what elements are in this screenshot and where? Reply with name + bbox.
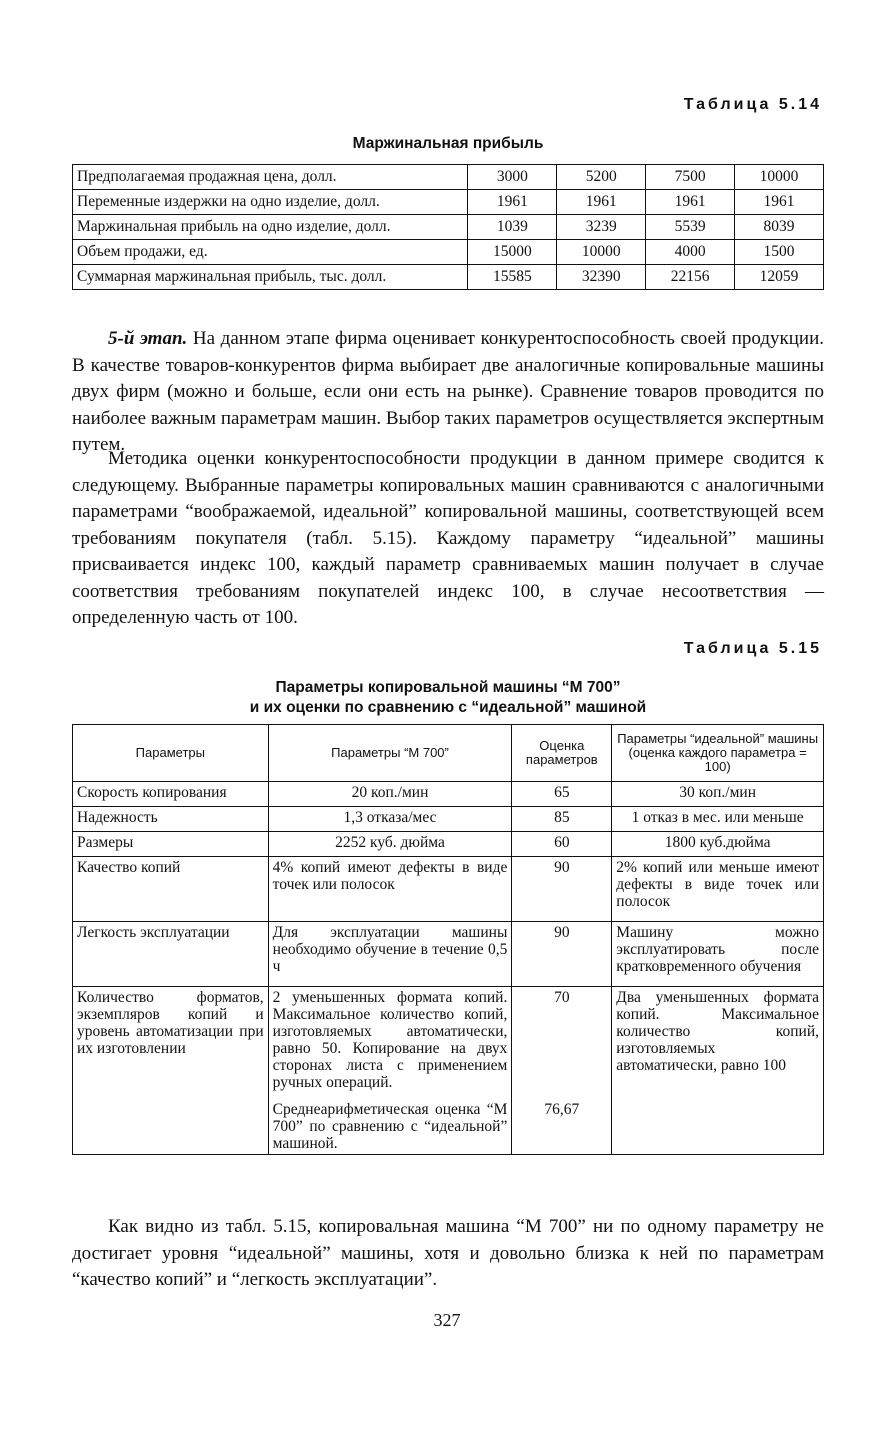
cell-value: 5539	[646, 215, 735, 240]
score-cell: 60	[512, 832, 612, 857]
table-515-title	[72, 678, 824, 718]
paragraph-stage-5	[72, 326, 824, 459]
row-label: Объем продажи, ед.	[73, 240, 468, 265]
m700-cell: 1,3 отказа/мес	[268, 807, 512, 832]
stage-lead: 5-й этап.	[108, 328, 188, 349]
param-cell: Легкость эксплуатации	[73, 922, 269, 987]
cell-value: 1039	[468, 215, 557, 240]
table-row	[73, 857, 824, 922]
table-row	[73, 782, 824, 807]
cell-value: 5200	[557, 165, 646, 190]
cell-value: 3239	[557, 215, 646, 240]
cell-value: 1961	[468, 190, 557, 215]
ideal-cell: 1 отказ в мес. или меньше	[612, 807, 824, 832]
paragraph-stage-5-text: На данном этапе фирма оценивает конкурентоспособность своей продукции. В качестве товаров-конкурентов фирма выбирает две аналогичные копировальные машины двух фирм (можно и больше, если они есть на рынке). Сравнение товаров проводится по наиболее важным параметрам машин. Выбор таких параметров осуществляется экспертным путем.	[72, 328, 824, 455]
table-row	[73, 832, 824, 857]
average-label: Среднеарифметическая оценка “М 700” по сравнению с “идеальной” машиной.	[268, 1093, 512, 1155]
table-514-label: Таблица 5.14	[683, 96, 822, 113]
cell-value: 1961	[557, 190, 646, 215]
ideal-cell: 2% копий или меньше имеют дефекты в виде точек или полосок	[612, 857, 824, 922]
cell-value: 4000	[646, 240, 735, 265]
table-515-header-row	[73, 725, 824, 782]
param-cell: Количество форматов, экземпляров копий и уровень автоматизации при их изготовлении	[73, 987, 269, 1094]
table-row	[73, 922, 824, 987]
m700-cell: 20 коп./мин	[268, 782, 512, 807]
header-m700: Параметры “М 700”	[268, 725, 512, 782]
param-cell: Размеры	[73, 832, 269, 857]
m700-cell: 4% копий имеют дефекты в виде точек или полосок	[268, 857, 512, 922]
paragraph-method: Методика оценки конкурентоспособности продукции в данном примере сводится к следующему. Выбранные параметры копировальных машин сравниваются с аналогичными параметрами “воображаемой, идеальной” копировальной машины, соответствующей всем требованиям покупателя (табл. 5.15). Каждому параметру “идеальной” машины присваивается индекс 100, каждый параметр сравниваемых машин получает в случае соответствия требованиям покупателей индекс 100, в случае несоответствия — определенную часть от 100.	[72, 448, 824, 628]
score-cell: 65	[512, 782, 612, 807]
cell-value: 10000	[735, 165, 824, 190]
copier-parameters-table	[72, 724, 824, 1155]
paragraph-conclusion: Как видно из табл. 5.15, копировальная машина “М 700” ни по одному параметру не достигает уровня “идеальной” машины, хотя и довольно близка к ней по параметрам “качество копий” и “легкость эксплуатации”.	[72, 1216, 824, 1290]
table-row	[73, 807, 824, 832]
ideal-cell: 30 коп./мин	[612, 782, 824, 807]
param-cell: Скорость копирования	[73, 782, 269, 807]
cell-value: 15585	[468, 265, 557, 290]
empty-cell	[73, 1093, 269, 1155]
table-row	[73, 240, 824, 265]
table-row	[73, 987, 824, 1094]
table-515-title-line2: и их оценки по сравнению с “идеальной” машиной	[249, 699, 647, 716]
param-cell: Качество копий	[73, 857, 269, 922]
score-cell: 90	[512, 922, 612, 987]
ideal-cell: Два уменьшенных формата копий. Максимальное количество копий, изготовляемых автоматически, равно 100	[612, 987, 824, 1094]
page-number: 327	[433, 1310, 461, 1330]
cell-value: 1961	[735, 190, 824, 215]
ideal-cell: Машину можно эксплуатировать после кратковременного обучения	[612, 922, 824, 987]
cell-value: 15000	[468, 240, 557, 265]
header-parameters: Параметры	[73, 725, 269, 782]
header-score: Оценка параметров	[512, 725, 612, 782]
margin-profit-table	[72, 164, 824, 290]
empty-cell	[612, 1093, 824, 1155]
row-label: Предполагаемая продажная цена, долл.	[73, 165, 468, 190]
average-row	[73, 1093, 824, 1155]
cell-value: 32390	[557, 265, 646, 290]
row-label: Маржинальная прибыль на одно изделие, долл.	[73, 215, 468, 240]
score-cell: 85	[512, 807, 612, 832]
param-cell: Надежность	[73, 807, 269, 832]
m700-cell: 2 уменьшенных формата копий. Максимальное количество копий, изготовляемых автоматически, равно 50. Копирование на двух сторонах листа с применением ручных операций.	[268, 987, 512, 1094]
cell-value: 22156	[646, 265, 735, 290]
table-515-label: Таблица 5.15	[683, 640, 822, 657]
cell-value: 1500	[735, 240, 824, 265]
ideal-cell: 1800 куб.дюйма	[612, 832, 824, 857]
cell-value: 3000	[468, 165, 557, 190]
cell-value: 1961	[646, 190, 735, 215]
table-row	[73, 215, 824, 240]
score-cell: 70	[512, 987, 612, 1094]
table-515-title-line1: Параметры копировальной машины “М 700”	[275, 679, 621, 696]
m700-cell: 2252 куб. дюйма	[268, 832, 512, 857]
cell-value: 12059	[735, 265, 824, 290]
header-ideal: Параметры “идеальной” машины (оценка каждого параметра = 100)	[612, 725, 824, 782]
cell-value: 7500	[646, 165, 735, 190]
cell-value: 8039	[735, 215, 824, 240]
table-514-title: Маржинальная прибыль	[352, 135, 544, 152]
row-label: Суммарная маржинальная прибыль, тыс. долл.	[73, 265, 468, 290]
table-row	[73, 265, 824, 290]
score-cell: 90	[512, 857, 612, 922]
row-label: Переменные издержки на одно изделие, долл.	[73, 190, 468, 215]
average-value: 76,67	[512, 1093, 612, 1155]
table-row	[73, 190, 824, 215]
m700-cell: Для эксплуатации машины необходимо обучение в течение 0,5 ч	[268, 922, 512, 987]
table-row	[73, 165, 824, 190]
cell-value: 10000	[557, 240, 646, 265]
